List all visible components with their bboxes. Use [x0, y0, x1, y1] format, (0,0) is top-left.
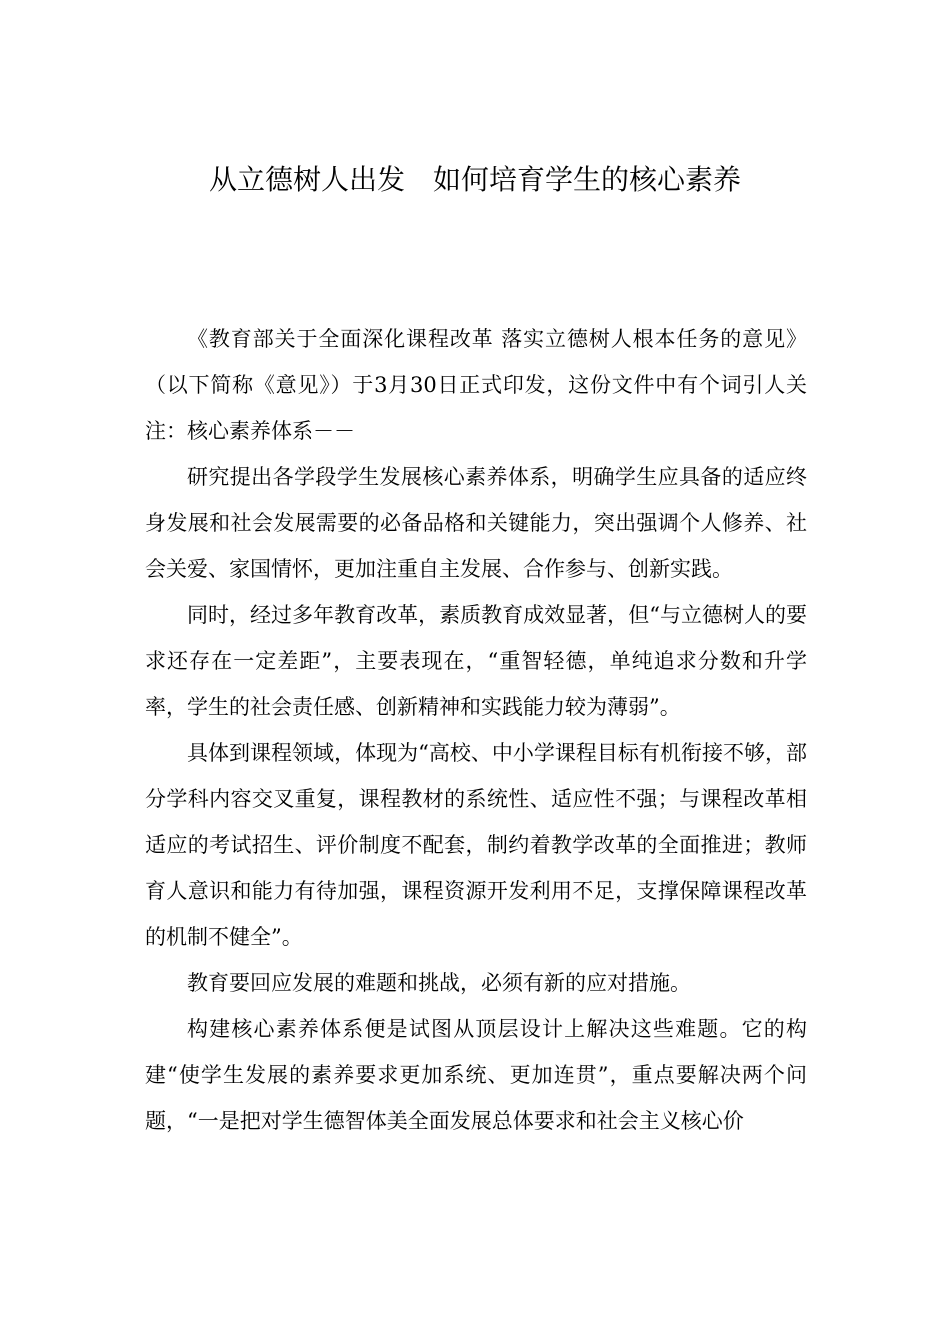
- paragraph: 同时，经过多年教育改革，素质教育成效显著，但“与立德树人的要求还存在一定差距”，主要表现在，“重智轻德，单纯追求分数和升学率，学生的社会责任感、创新精神和实践能力较为薄弱”。: [145, 603, 807, 719]
- paragraph: 具体到课程领域，体现为“高校、中小学课程目标有机衔接不够，部分学科内容交叉重复，课程教材的系统性、适应性不强；与课程改革相适应的考试招生、评价制度不配套，制约着教学改革的全面推进；教师育人意识和能力有待加强，课程资源开发利用不足，支撑保障课程改革的机制不健全”。: [145, 741, 807, 949]
- document-title: 从立德树人出发 如何培育学生的核心素养: [208, 163, 741, 196]
- paragraph: 构建核心素养体系便是试图从顶层设计上解决这些难题。它的构建“使学生发展的素养要求更加系统、更加连贯”，重点要解决两个问题，“一是把对学生德智体美全面发展总体要求和社会主义核心价: [145, 1017, 807, 1133]
- paragraph: 《教育部关于全面深化课程改革 落实立德树人根本任务的意见》（以下简称《意见》）于3月30日正式印发，这份文件中有个词引人关注：核心素养体系－－: [145, 327, 807, 443]
- paragraph: 研究提出各学段学生发展核心素养体系，明确学生应具备的适应终身发展和社会发展需要的必备品格和关键能力，突出强调个人修养、社会关爱、家国情怀，更加注重自主发展、合作参与、创新实践。: [145, 465, 807, 581]
- document-body: [145, 316, 807, 1144]
- paragraph: 教育要回应发展的难题和挑战，必须有新的应对措施。: [187, 971, 691, 995]
